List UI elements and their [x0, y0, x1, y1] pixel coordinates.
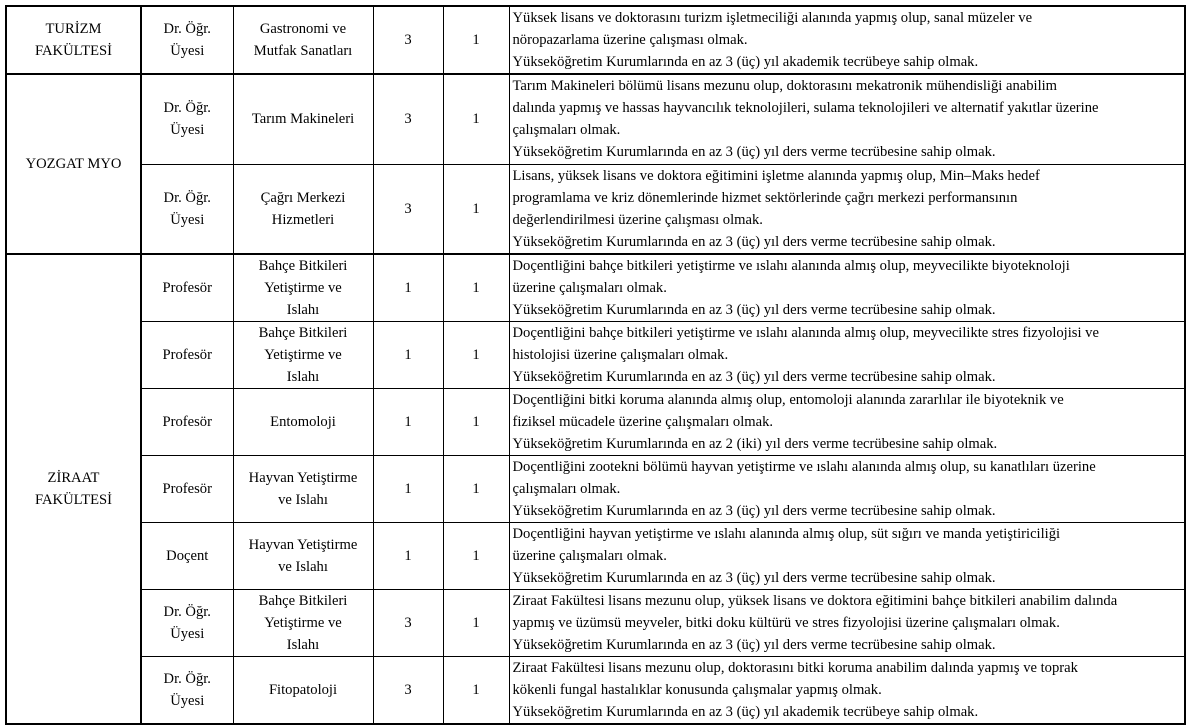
- description-line: Doçentliğini hayvan yetiştirme ve ıslahı alanında almış olup, süt sığırı ve manda yetiştiriciliği: [512, 525, 1061, 542]
- academic-title: Profesör: [162, 346, 212, 363]
- title-cell: [141, 74, 233, 164]
- department-name: Mutfak Sanatları: [253, 43, 353, 59]
- description-line: Yükseköğretim Kurumlarında en az 3 (üç) yıl ders verme tecrübesine sahip olmak.: [512, 144, 996, 161]
- count-b-cell: 1: [443, 74, 509, 164]
- position-table: [5, 5, 1186, 725]
- description-line: yapmış ve üzümsü meyveler, bitki doku kültürü ve stres fizyolojisi üzerine çalışmaları olmak.: [512, 614, 1060, 631]
- count-a-cell: 1: [373, 455, 443, 522]
- description-cell: [509, 455, 1185, 522]
- count-b-cell: 1: [443, 388, 509, 455]
- description-line: Yükseköğretim Kurumlarında en az 2 (iki) yıl ders verme tecrübesine sahip olmak.: [512, 435, 998, 452]
- department-name: Çağrı Merkezi: [260, 189, 346, 206]
- count-a-cell: 1: [373, 321, 443, 388]
- description-line: fiziksel mücadele üzerine çalışmaları olmak.: [512, 413, 774, 430]
- description-line: Yükseköğretim Kurumlarında en az 3 (üç) yıl akademik tecrübeye sahip olmak.: [512, 54, 979, 70]
- academic-title: Profesör: [162, 480, 212, 497]
- academic-title: Üyesi: [170, 211, 205, 228]
- count-a-cell: 3: [373, 656, 443, 724]
- faculty-name: FAKÜLTESİ: [34, 43, 113, 59]
- department-name: Bahçe Bitkileri: [258, 257, 348, 274]
- description-line: Yükseköğretim Kurumlarında en az 3 (üç) yıl ders verme tecrübesine sahip olmak.: [512, 502, 996, 519]
- department-name: Entomoloji: [270, 413, 336, 430]
- table-row: [6, 455, 1185, 522]
- description-line: Yükseköğretim Kurumlarında en az 3 (üç) yıl akademik tecrübeye sahip olmak.: [512, 703, 979, 720]
- title-cell: [141, 388, 233, 455]
- description-line: Ziraat Fakültesi lisans mezunu olup, yüksek lisans ve doktora eğitimini bahçe bitkileri anabilim dalında: [512, 592, 1118, 609]
- table-row: [6, 6, 1185, 74]
- description-line: Tarım Makineleri bölümü lisans mezunu olup, doktorasını mekatronik mühendisliği anabilim: [512, 78, 1058, 95]
- description-cell: [509, 254, 1185, 322]
- academic-title: Dr. Öğr.: [163, 670, 211, 687]
- description-cell: [509, 388, 1185, 455]
- department-name: Yetiştirme ve: [264, 279, 342, 296]
- department-name: ve Islahı: [278, 558, 328, 575]
- title-cell: [141, 6, 233, 74]
- department-cell: [233, 656, 373, 724]
- academic-title: Dr. Öğr.: [163, 21, 211, 37]
- description-cell: [509, 522, 1185, 589]
- title-cell: [141, 656, 233, 724]
- title-cell: [141, 455, 233, 522]
- description-cell: [509, 656, 1185, 724]
- academic-title: Üyesi: [170, 43, 205, 59]
- description-line: Ziraat Fakültesi lisans mezunu olup, doktorasını bitki koruma anabilim dalında yapmış ve toprak: [512, 659, 1078, 676]
- faculty-name: ZİRAAT: [47, 469, 100, 486]
- academic-title: Üyesi: [170, 122, 205, 139]
- faculty-name: FAKÜLTESİ: [34, 491, 113, 508]
- title-cell: [141, 522, 233, 589]
- count-a-cell: 3: [373, 74, 443, 164]
- description-cell: [509, 589, 1185, 656]
- department-name: Yetiştirme ve: [264, 346, 342, 363]
- title-cell: [141, 589, 233, 656]
- description-line: Yükseköğretim Kurumlarında en az 3 (üç) yıl ders verme tecrübesine sahip olmak.: [512, 301, 996, 318]
- description-line: çalışmaları olmak.: [512, 122, 621, 139]
- title-cell: [141, 254, 233, 322]
- description-line: dalında yapmış ve hassas hayvancılık teknolojileri, sulama teknolojileri ve alternatif yakıtlar üzerine: [512, 100, 1099, 117]
- department-name: Gastronomi ve: [259, 21, 347, 37]
- description-line: Doçentliğini bahçe bitkileri yetiştirme ve ıslahı alanında almış olup, meyvecilikte stres fizyolojisi ve: [512, 324, 1099, 341]
- department-name: Bahçe Bitkileri: [258, 592, 348, 609]
- department-name: Hizmetleri: [271, 211, 335, 228]
- description-line: Doçentliğini bitki koruma alanında almış olup, entomoloji alanında zararlılar ile biyoteknik ve: [512, 391, 1064, 408]
- department-name: Islahı: [286, 301, 320, 318]
- count-b-cell: 1: [443, 321, 509, 388]
- description-line: Doçentliğini zootekni bölümü hayvan yetiştirme ve ıslahı alanında almış olup, su kanatlıları üzerine: [512, 458, 1096, 475]
- description-cell: [509, 74, 1185, 164]
- table-row: [6, 589, 1185, 656]
- table-row: [6, 656, 1185, 724]
- description-line: histolojisi üzerine çalışmaları olmak.: [512, 346, 729, 363]
- academic-title: Dr. Öğr.: [163, 100, 211, 117]
- description-line: nöropazarlama üzerine çalışması olmak.: [512, 32, 748, 48]
- academic-title: Üyesi: [170, 692, 205, 709]
- count-b-cell: 1: [443, 455, 509, 522]
- department-name: Tarım Makineleri: [251, 111, 355, 128]
- department-name: Hayvan Yetiştirme: [248, 469, 358, 486]
- table-row: [6, 388, 1185, 455]
- description-line: Yükseköğretim Kurumlarında en az 3 (üç) yıl ders verme tecrübesine sahip olmak.: [512, 569, 996, 586]
- description-line: Doçentliğini bahçe bitkileri yetiştirme ve ıslahı alanında almış olup, meyvecilikte biyoteknoloji: [512, 257, 1070, 274]
- department-cell: [233, 321, 373, 388]
- count-b-cell: 1: [443, 656, 509, 724]
- title-cell: [141, 164, 233, 254]
- faculty-cell: [6, 254, 141, 724]
- description-cell: [509, 321, 1185, 388]
- academic-title: Dr. Öğr.: [163, 603, 211, 620]
- count-b-cell: 1: [443, 6, 509, 74]
- department-cell: [233, 455, 373, 522]
- description-line: Yükseköğretim Kurumlarında en az 3 (üç) yıl ders verme tecrübesine sahip olmak.: [512, 368, 996, 385]
- table-row: [6, 74, 1185, 164]
- count-a-cell: 3: [373, 6, 443, 74]
- description-cell: [509, 6, 1185, 74]
- academic-title: Dr. Öğr.: [163, 189, 211, 206]
- count-b-cell: 1: [443, 522, 509, 589]
- department-cell: [233, 74, 373, 164]
- description-line: değerlendirilmesi üzerine çalışması olmak.: [512, 211, 763, 228]
- count-a-cell: 1: [373, 388, 443, 455]
- description-line: üzerine çalışmaları olmak.: [512, 547, 667, 564]
- department-name: Fitopatoloji: [268, 681, 338, 698]
- faculty-cell: [6, 74, 141, 254]
- department-name: Yetiştirme ve: [264, 614, 342, 631]
- department-name: Islahı: [286, 636, 320, 653]
- description-line: Yükseköğretim Kurumlarında en az 3 (üç) yıl ders verme tecrübesine sahip olmak.: [512, 233, 996, 250]
- count-b-cell: 1: [443, 589, 509, 656]
- department-name: Hayvan Yetiştirme: [248, 536, 358, 553]
- faculty-name: YOZGAT MYO: [25, 155, 122, 172]
- department-cell: [233, 388, 373, 455]
- table-row: [6, 321, 1185, 388]
- table-row: [6, 164, 1185, 254]
- department-name: Bahçe Bitkileri: [258, 324, 348, 341]
- description-line: Lisans, yüksek lisans ve doktora eğitimini işletme alanında yapmış olup, Min–Maks hedef: [512, 167, 1040, 184]
- count-b-cell: 1: [443, 254, 509, 322]
- department-name: ve Islahı: [278, 491, 328, 508]
- department-cell: [233, 6, 373, 74]
- description-line: çalışmaları olmak.: [512, 480, 621, 497]
- count-a-cell: 3: [373, 164, 443, 254]
- academic-title: Doçent: [166, 547, 209, 564]
- academic-title: Profesör: [162, 279, 212, 296]
- description-line: üzerine çalışmaları olmak.: [512, 279, 667, 296]
- department-cell: [233, 164, 373, 254]
- description-cell: [509, 164, 1185, 254]
- count-a-cell: 1: [373, 522, 443, 589]
- department-cell: [233, 522, 373, 589]
- academic-title: Profesör: [162, 413, 212, 430]
- faculty-cell: [6, 6, 141, 74]
- count-a-cell: 3: [373, 589, 443, 656]
- description-line: programlama ve kriz dönemlerinde hizmet sektörlerinde çağrı merkezi performansının: [512, 189, 1018, 206]
- count-b-cell: 1: [443, 164, 509, 254]
- department-cell: [233, 589, 373, 656]
- description-line: Yüksek lisans ve doktorasını turizm işletmeciliği alanında yapmış olup, sanal müzeler ve: [512, 10, 1033, 26]
- description-line: kökenli fungal hastalıklar konusunda çalışmalar yapmış olmak.: [512, 681, 882, 698]
- department-name: Islahı: [286, 368, 320, 385]
- table-row: [6, 522, 1185, 589]
- title-cell: [141, 321, 233, 388]
- count-a-cell: 1: [373, 254, 443, 322]
- description-line: Yükseköğretim Kurumlarında en az 3 (üç) yıl ders verme tecrübesine sahip olmak.: [512, 636, 996, 653]
- faculty-name: TURİZM: [45, 21, 102, 37]
- academic-title: Üyesi: [170, 625, 205, 642]
- department-cell: [233, 254, 373, 322]
- table-row: [6, 254, 1185, 322]
